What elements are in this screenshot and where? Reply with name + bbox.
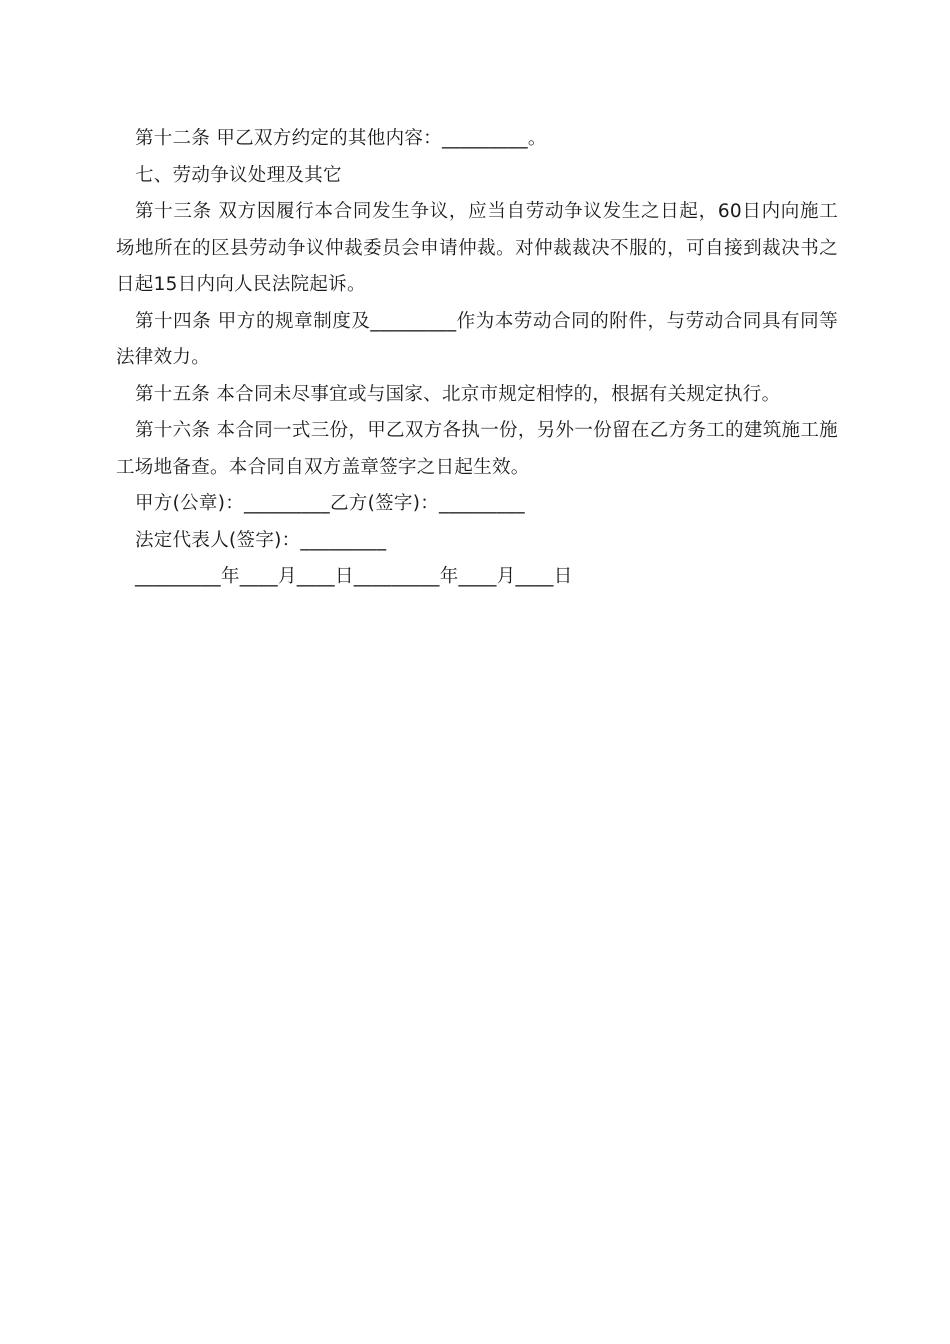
article-15: 第十五条 本合同未尽事宜或与国家、北京市规定相悖的，根据有关规定执行。 — [135, 383, 781, 405]
article-14: 第十四条 甲方的规章制度及_________作为本劳动合同的附件，与劳动合同具有同等法律效力。 — [116, 310, 838, 368]
article-12: 第十二条 甲乙双方约定的其他内容：_________。 — [135, 128, 547, 149]
party-signature-line: 甲方(公章)：_________乙方(签字)：_________ — [135, 493, 525, 514]
legal-representative-line: 法定代表人(签字)：_________ — [135, 529, 387, 551]
section-7-heading: 七、劳动争议处理及其它 — [135, 164, 342, 186]
date-line: _________年____月____日_________年____月____日 — [135, 566, 573, 587]
article-13: 第十三条 双方因履行本合同发生争议，应当自劳动争议发生之日起，60日内向施工场地所在的区县劳动争议仲裁委员会申请仲裁。对仲裁裁决不服的，可自接到裁决书之日起15日内向人民法院起诉。 — [116, 201, 838, 295]
document-body — [116, 121, 838, 596]
article-16: 第十六条 本合同一式三份，甲乙双方各执一份，另外一份留在乙方务工的建筑施工施工场地备查。本合同自双方盖章签字之日起生效。 — [116, 420, 838, 478]
